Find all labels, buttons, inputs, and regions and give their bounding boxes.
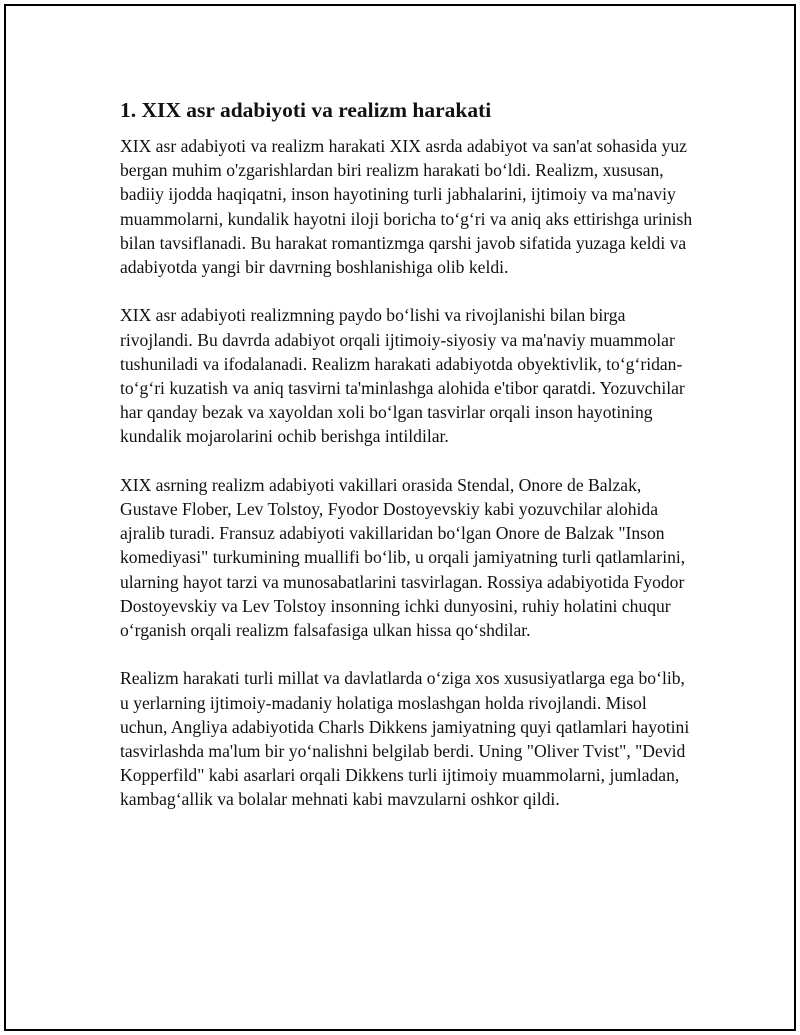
- section-heading: 1. XIX asr adabiyoti va realizm harakati: [120, 98, 492, 122]
- document-body: [120, 96, 696, 812]
- paragraph-4: Realizm harakati turli millat va davlatlarda o‘ziga xos xususiyatlarga ega bo‘lib, u yerlarning ijtimoiy-madaniy holatiga moslashgan holda rivojlandi. Misol uchun, Angliya adabiyotida Charls Dikkens jamiyatning quyi qatlamlari hayotini tasvirlashda ma'lum bir yo‘nalishni belgilab berdi. Uning "Oliver Tvist", "Devid Kopperfild" kabi asarlari orqali Dikkens turli ijtimoiy muammolarni, jumladan, kambag‘allik va bolalar mehnati kabi mavzularni oshkor qildi.: [120, 668, 690, 810]
- paragraph-2: XIX asr adabiyoti realizmning paydo bo‘lishi va rivojlanishi bilan birga rivojlandi. Bu davrda adabiyot orqali ijtimoiy-siyosiy va ma'naviy muammolar tushuniladi va ifodalanadi. Realizm harakati adabiyotda obyektivlik, to‘g‘ridan-to‘g‘ri kuzatish va aniq tasvirni ta'minlashga alohida e'tibor qaratdi. Yozuvchilar har qanday bezak va xayoldan xoli bo‘lgan tasvirlar orqali inson hayotining kundalik mojarolarini ochib berishga intildilar.: [120, 305, 685, 447]
- paragraph-3: XIX asrning realizm adabiyoti vakillari orasida Stendal, Onore de Balzak, Gustave Flober, Lev Tolstoy, Fyodor Dostoyevskiy kabi yozuvchilar alohida ajralib turadi. Fransuz adabiyoti vakillaridan bo‘lgan Onore de Balzak "Inson komediyasi" turkumining muallifi bo‘lib, u orqali jamiyatning turli qatlamlarini, ularning hayot tarzi va munosabatlarini tasvirlagan. Rossiya adabiyotida Fyodor Dostoyevskiy va Lev Tolstoy insonning ichki dunyosini, ruhiy holatini chuqur o‘rganish orqali realizm falsafasiga ulkan hissa qo‘shdilar.: [120, 474, 686, 641]
- paragraph-1: XIX asr adabiyoti va realizm harakati XIX asrda adabiyot va san'at sohasida yuz bergan muhim o'zgarishlardan biri realizm harakati bo‘ldi. Realizm, xususan, badiiy ijodda haqiqatni, inson hayotining turli jabhalarini, ijtimoiy va ma'naviy muammolarni, kundalik hayotni iloji boricha to‘g‘ri va aniq aks ettirishga urinish bilan tavsiflanadi. Bu harakat romantizmga qarshi javob sifatida yuzaga keldi va adabiyotda yangi bir davrning boshlanishiga olib keldi.: [120, 136, 693, 278]
- page-frame: [4, 4, 796, 1031]
